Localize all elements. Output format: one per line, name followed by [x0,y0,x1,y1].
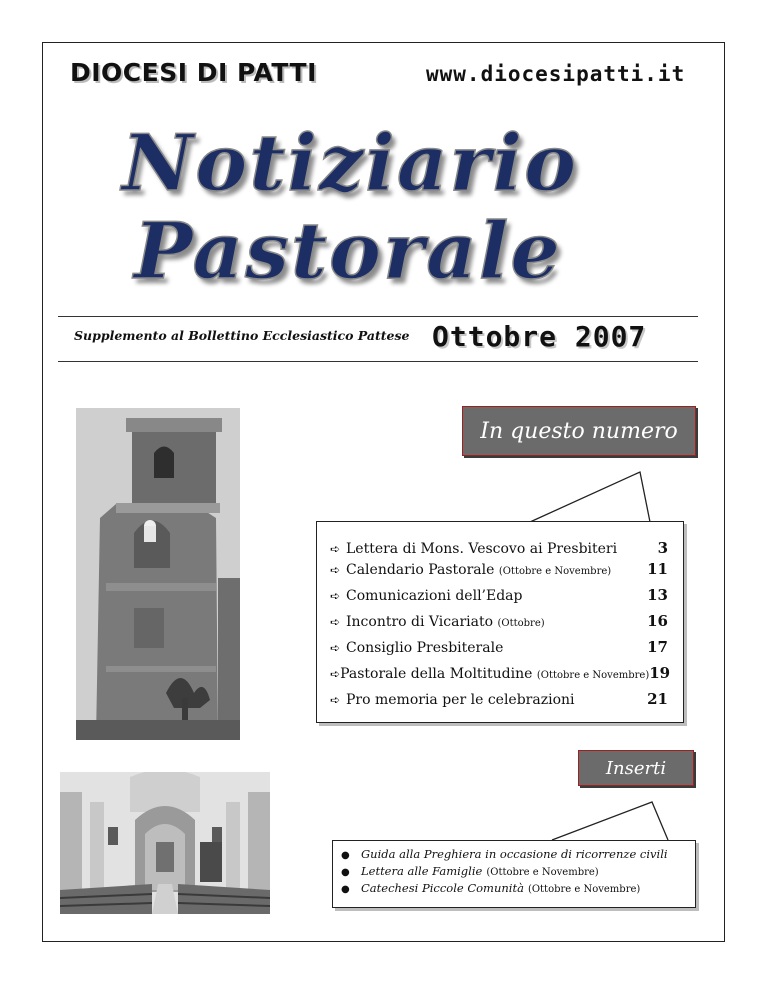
contents-item-page: 13 [647,586,668,604]
contents-item[interactable] [330,539,668,560]
contents-heading: In questo numero [462,406,696,456]
arrow-right-icon: ➪ [330,563,341,577]
masthead-line-1: Notiziario [122,118,579,209]
contents-item-page: 3 [657,539,668,557]
inserts-item[interactable] [341,864,685,881]
contents-item-page: 17 [647,638,668,656]
church-interior-photo [60,772,270,914]
contents-list [330,539,671,711]
contents-item-page: 11 [647,560,668,578]
bullet-icon: ● [341,850,350,861]
contents-item[interactable] [330,690,668,711]
arrow-right-icon: ➪ [330,693,341,707]
contents-item-page: 16 [647,612,668,630]
inserts-item[interactable] [341,881,685,898]
contents-item-title: Consiglio Presbiterale [346,640,504,656]
arrow-right-icon: ➪ [330,615,341,629]
arrow-right-icon: ➪ [330,667,341,681]
inserts-item-title: Guida alla Preghiera in occasione di ricorrenze civili [361,847,668,861]
contents-item-title: Calendario Pastorale [346,562,495,578]
arrow-right-icon: ➪ [330,542,341,556]
bell-tower-photo [76,408,240,740]
contents-item[interactable] [330,664,671,685]
arrow-right-icon: ➪ [330,589,341,603]
divider-bottom [58,361,698,362]
masthead [110,118,670,298]
inserts-item-note: (Ottobre e Novembre) [486,867,599,878]
contents-item-page: 21 [647,690,668,708]
contents-item[interactable] [330,560,668,581]
issue-date: Ottobre 2007 [432,320,647,353]
diocese-title: DIOCESI DI PATTI [70,58,317,87]
contents-item-note: (Ottobre) [497,618,545,629]
inserts-list [341,847,685,898]
contents-item-title: Pro memoria per le celebrazioni [346,692,575,708]
inserts-item-title: Lettera alle Famiglie [361,864,483,878]
bullet-icon: ● [341,867,350,878]
arrow-right-icon: ➪ [330,641,341,655]
contents-item-title: Pastorale della Moltitudine [340,666,533,682]
contents-item[interactable] [330,638,668,659]
contents-box [316,521,684,723]
bullet-icon: ● [341,884,350,895]
contents-item-note: (Ottobre e Novembre) [498,566,612,577]
contents-item[interactable] [330,612,668,633]
inserts-item-title: Catechesi Piccole Comunità [361,881,524,895]
contents-item-note: (Ottobre e Novembre) [536,670,650,681]
contents-item-title: Lettera di Mons. Vescovo ai Presbiteri [346,541,618,557]
inserts-heading: Inserti [578,750,694,786]
inserts-item-note: (Ottobre e Novembre) [527,884,641,895]
contents-item-title: Incontro di Vicariato [346,614,494,630]
website-link[interactable]: www.diocesipatti.it [426,62,686,86]
divider-top [58,316,698,317]
inserts-item[interactable] [341,847,685,864]
inserts-box [332,840,696,908]
masthead-line-2: Pastorale [134,206,562,297]
contents-item-title: Comunicazioni dell’Edap [346,588,523,604]
contents-item-page: 19 [649,664,671,682]
contents-item[interactable] [330,586,668,607]
supplement-label: Supplemento al Bollettino Ecclesiastico Pattese [74,328,410,343]
